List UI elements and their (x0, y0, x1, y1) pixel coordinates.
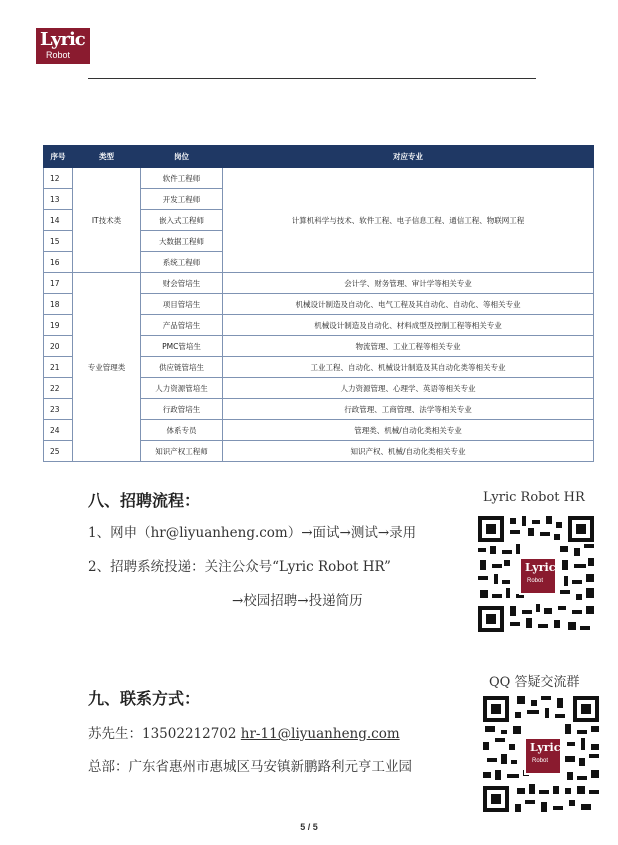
positions-table (43, 145, 594, 462)
row-seq: 18 (44, 294, 73, 315)
process-step-system: 2、招聘系统投递：关注公众号“Lyric Robot HR” (88, 559, 391, 575)
row-seq: 20 (44, 336, 73, 357)
row-seq: 22 (44, 378, 73, 399)
row-seq: 17 (44, 273, 73, 294)
row-major: 会计学、财务管理、审计学等相关专业 (223, 273, 594, 294)
row-post: 产品管培生 (141, 315, 223, 336)
row-seq: 13 (44, 189, 73, 210)
qr-qq-logo-text: Lyric (530, 741, 561, 754)
table-header-row (44, 146, 594, 168)
header-seq: 序号 (44, 146, 73, 168)
row-seq: 23 (44, 399, 73, 420)
row-major: 机械设计制造及自动化、材料成型及控制工程等相关专业 (223, 315, 594, 336)
row-major: 行政管理、工商管理、法学等相关专业 (223, 399, 594, 420)
row-seq: 25 (44, 441, 73, 462)
header-rule (88, 78, 536, 79)
row-seq: 24 (44, 420, 73, 441)
row-post: 嵌入式工程师 (141, 210, 223, 231)
row-seq: 14 (44, 210, 73, 231)
row-major: 人力资源管理、心理学、英语等相关专业 (223, 378, 594, 399)
row-major-it: 计算机科学与技术、软件工程、电子信息工程、通信工程、物联网工程 (223, 168, 594, 273)
qr-code-hr (476, 514, 596, 634)
row-major: 机械设计制造及自动化、电气工程及其自动化、自动化、等相关专业 (223, 294, 594, 315)
row-post: PMC管培生 (141, 336, 223, 357)
table-row (44, 273, 594, 294)
row-major: 知识产权、机械/自动化类相关专业 (223, 441, 594, 462)
row-seq: 15 (44, 231, 73, 252)
row-post: 知识产权工程师 (141, 441, 223, 462)
qr-hr-logo-text: Lyric (525, 561, 556, 574)
table-row (44, 168, 594, 189)
header-type: 类型 (73, 146, 141, 168)
row-post: 供应链管培生 (141, 357, 223, 378)
header-post: 岗位 (141, 146, 223, 168)
row-seq: 21 (44, 357, 73, 378)
qr-hr-logo (519, 557, 557, 595)
contact-email-link[interactable]: hr-11@liyuanheng.com (240, 726, 400, 742)
row-post: 人力资源管培生 (141, 378, 223, 399)
row-post: 行政管培生 (141, 399, 223, 420)
row-major: 物流管理、工业工程等相关专业 (223, 336, 594, 357)
logo-text-robot: Robot (46, 50, 71, 60)
section-recruitment-process-title: 八、招聘流程： (88, 491, 201, 510)
row-seq: 12 (44, 168, 73, 189)
row-post: 体系专员 (141, 420, 223, 441)
logo-text-lyric: Lyric (40, 29, 85, 50)
row-major: 工业工程、自动化、机械设计制造及其自动化类等相关专业 (223, 357, 594, 378)
row-seq: 19 (44, 315, 73, 336)
row-type-it: IT技术类 (73, 168, 141, 273)
page-number: 5 / 5 (300, 822, 318, 832)
row-major: 管理类、机械/自动化类相关专业 (223, 420, 594, 441)
qr-hr-label: Lyric Robot HR (483, 490, 585, 505)
process-step-online: 1、网申（hr@liyuanheng.com）→面试→测试→录用 (88, 525, 417, 541)
row-post: 系统工程师 (141, 252, 223, 273)
company-logo (36, 28, 90, 64)
row-post: 开发工程师 (141, 189, 223, 210)
header-major: 对应专业 (223, 146, 594, 168)
qr-qq-label: QQ 答疑交流群 (489, 675, 580, 690)
row-post: 项目管培生 (141, 294, 223, 315)
row-type-management: 专业管理类 (73, 273, 141, 462)
qr-qq-logo-subtext: Robot (532, 758, 549, 764)
section-contact-title: 九、联系方式： (88, 689, 201, 708)
contact-person: 苏先生：13502212702 (88, 726, 241, 742)
contact-address: 总部：广东省惠州市惠城区马安镇新鹏路利元亨工业园 (88, 759, 412, 775)
row-post: 软件工程师 (141, 168, 223, 189)
contact-person-line (88, 722, 400, 742)
qr-hr-logo-subtext: Robot (527, 578, 544, 584)
row-post: 大数据工程师 (141, 231, 223, 252)
row-seq: 16 (44, 252, 73, 273)
row-post: 财会管培生 (141, 273, 223, 294)
qr-qq-logo (524, 737, 562, 775)
process-step-campus: →校园招聘→投递简历 (232, 593, 363, 609)
qr-code-qq (481, 694, 601, 814)
